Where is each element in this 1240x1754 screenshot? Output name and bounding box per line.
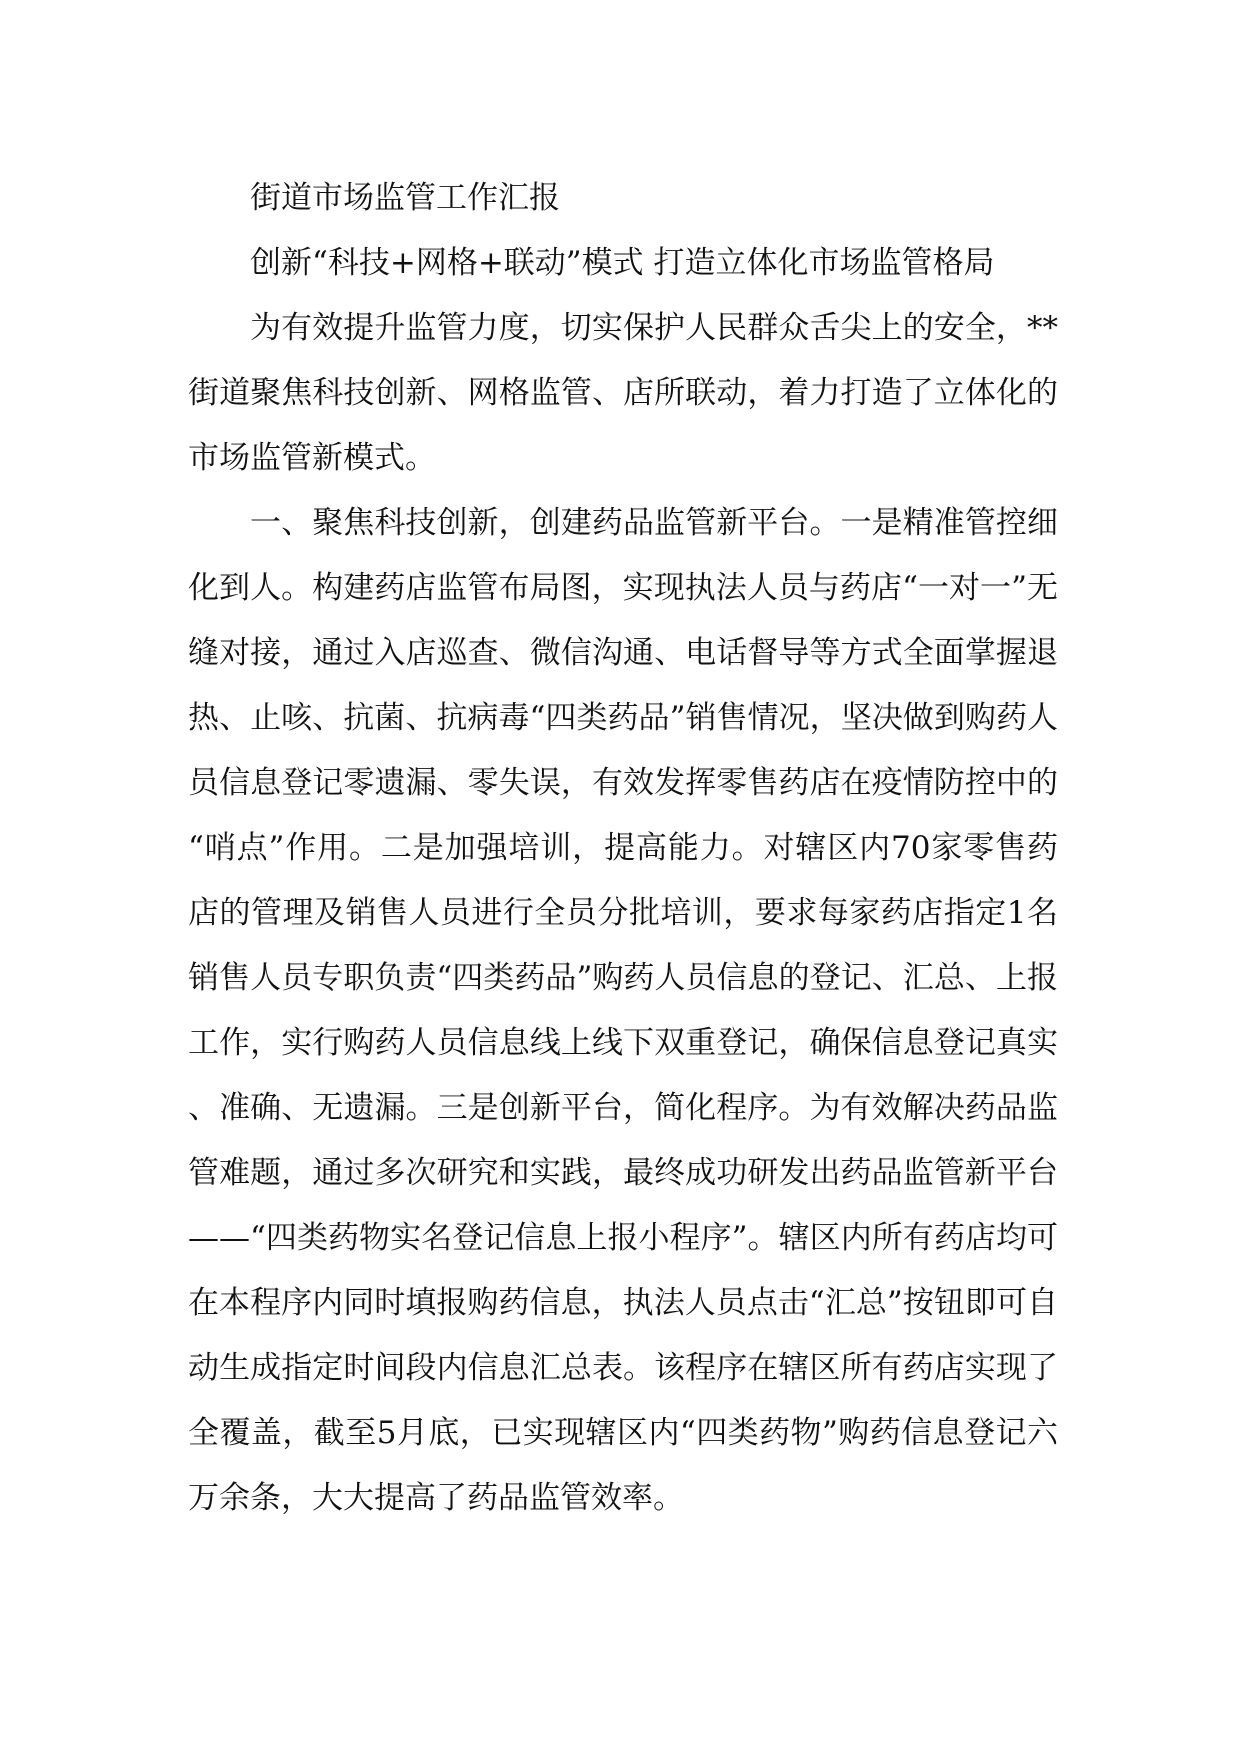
document-page — [188, 166, 1058, 1531]
section-one-paragraph: 一、聚焦科技创新，创建药品监管新平台。一是精准管控细化到人。构建药店监管布局图，实现执法人员与药店“一对一”无缝对接，通过入店巡查、微信沟通、电话督导等方式全面掌握退热、止咳、抗菌、抗病毒“四类药品”销售情况，坚决做到购药人员信息登记零遗漏、零失误，有效发挥零售药店在疫情防控中的“哨点”作用。二是加强培训，提高能力。对辖区内70家零售药店的管理及销售人员进行全员分批培训，要求每家药店指定1名销售人员专职负责“四类药品”购药人员信息的登记、汇总、上报工作，实行购药人员信息线上线下双重登记，确保信息登记真实、准确、无遗漏。三是创新平台，简化程序。为有效解决药品监管难题，通过多次研究和实践，最终成功研发出药品监管新平台——“四类药物实名登记信息上报小程序”。辖区内所有药店均可在本程序内同时填报购药信息，执法人员点击“汇总”按钮即可自动生成指定时间段内信息汇总表。该程序在辖区所有药店实现了全覆盖，截至5月底，已实现辖区内“四类药物”购药信息登记六万余条，大大提高了药品监管效率。 — [188, 505, 1058, 1516]
document-title: 街道市场监管工作汇报 — [250, 180, 560, 216]
intro-paragraph: 为有效提升监管力度，切实保护人民群众舌尖上的安全，**街道聚焦科技创新、网格监管、店所联动，着力打造了立体化的市场监管新模式。 — [188, 310, 1058, 476]
document-subtitle: 创新“科技+网格+联动”模式 打造立体化市场监管格局 — [250, 245, 995, 281]
